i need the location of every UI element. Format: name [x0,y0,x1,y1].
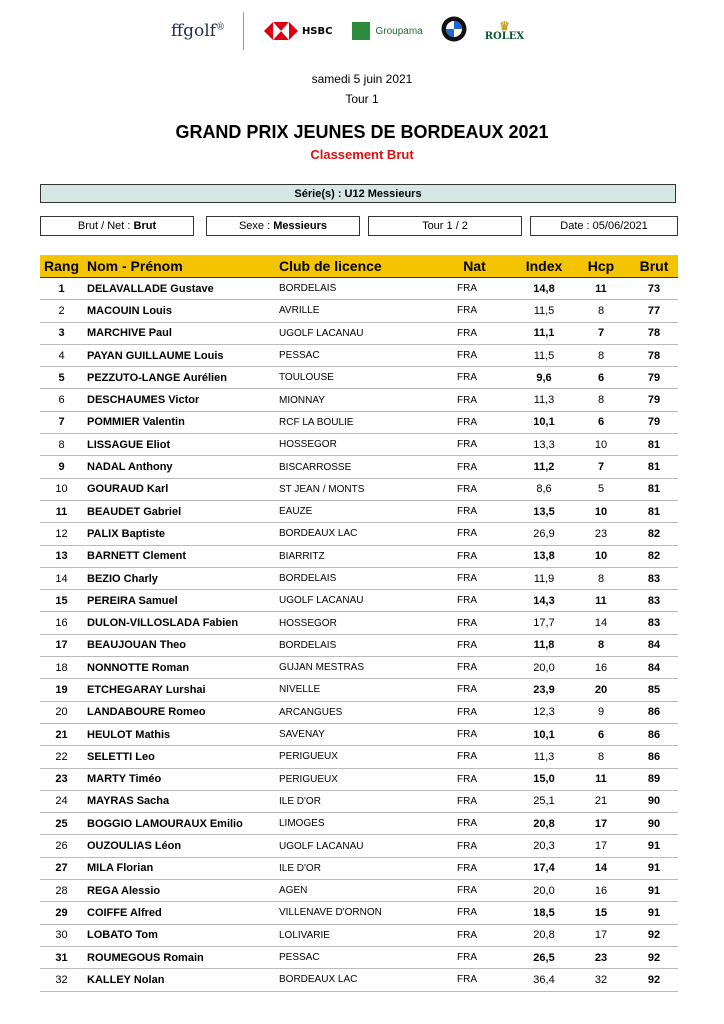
rank-cell: 22 [40,746,83,768]
brut-cell: 85 [630,679,678,701]
club-cell: ILE D'OR [275,790,433,812]
groupama-logo: Groupama [352,22,422,40]
table-row [40,679,678,701]
index-cell: 15,0 [516,768,572,790]
nat-cell: FRA [433,545,516,567]
results-table [40,255,678,992]
name-cell: BEAUJOUAN Theo [83,634,275,656]
index-cell: 17,7 [516,612,572,634]
index-cell: 20,0 [516,657,572,679]
brut-cell: 78 [630,344,678,366]
index-cell: 12,3 [516,701,572,723]
brut-cell: 82 [630,545,678,567]
name-cell: DELAVALLADE Gustave [83,278,275,300]
brut-cell: 81 [630,478,678,500]
hcp-cell: 8 [572,567,630,589]
brut-cell: 86 [630,723,678,745]
brut-cell: 79 [630,367,678,389]
hcp-cell: 8 [572,344,630,366]
hcp-cell: 20 [572,679,630,701]
hcp-cell: 8 [572,634,630,656]
bmw-logo-icon [441,16,467,47]
club-cell: LIMOGES [275,813,433,835]
hcp-cell: 15 [572,902,630,924]
rank-cell: 16 [40,612,83,634]
rolex-crown-icon: ♛ [499,18,510,33]
nat-cell: FRA [433,434,516,456]
nat-cell: FRA [433,969,516,991]
rank-cell: 29 [40,902,83,924]
rank-cell: 2 [40,300,83,322]
club-cell: BORDELAIS [275,634,433,656]
nat-cell: FRA [433,411,516,433]
table-row [40,523,678,545]
club-cell: TOULOUSE [275,367,433,389]
nat-cell: FRA [433,612,516,634]
index-cell: 20,8 [516,813,572,835]
rank-cell: 1 [40,278,83,300]
logo-divider [243,12,244,50]
rank-cell: 11 [40,500,83,522]
index-cell: 20,3 [516,835,572,857]
rank-cell: 23 [40,768,83,790]
rank-cell: 32 [40,969,83,991]
brut-cell: 92 [630,924,678,946]
name-cell: MARCHIVE Paul [83,322,275,344]
brut-cell: 73 [630,278,678,300]
table-row [40,456,678,478]
name-cell: POMMIER Valentin [83,411,275,433]
index-cell: 26,5 [516,946,572,968]
name-cell: MARTY Timéo [83,768,275,790]
name-cell: PEREIRA Samuel [83,590,275,612]
index-cell: 20,0 [516,880,572,902]
hcp-cell: 10 [572,434,630,456]
hcp-cell: 14 [572,857,630,879]
table-row [40,790,678,812]
sexe-box: Sexe : Messieurs [206,216,360,236]
name-cell: COIFFE Alfred [83,902,275,924]
col-club: Club de licence [275,255,433,278]
brut-cell: 83 [630,567,678,589]
rank-cell: 27 [40,857,83,879]
club-cell: BORDEAUX LAC [275,969,433,991]
brut-cell: 81 [630,500,678,522]
nat-cell: FRA [433,500,516,522]
brut-cell: 83 [630,590,678,612]
name-cell: LANDABOURE Romeo [83,701,275,723]
hcp-cell: 9 [572,701,630,723]
nat-cell: FRA [433,746,516,768]
nat-cell: FRA [433,322,516,344]
rank-cell: 3 [40,322,83,344]
nat-cell: FRA [433,946,516,968]
index-cell: 20,8 [516,924,572,946]
club-cell: BORDELAIS [275,567,433,589]
hcp-cell: 11 [572,590,630,612]
name-cell: PEZZUTO-LANGE Aurélien [83,367,275,389]
brut-cell: 89 [630,768,678,790]
rank-cell: 17 [40,634,83,656]
table-row [40,857,678,879]
rank-cell: 6 [40,389,83,411]
index-cell: 23,9 [516,679,572,701]
nat-cell: FRA [433,790,516,812]
club-cell: NIVELLE [275,679,433,701]
name-cell: PALIX Baptiste [83,523,275,545]
rank-cell: 20 [40,701,83,723]
hcp-cell: 17 [572,835,630,857]
index-cell: 18,5 [516,902,572,924]
brut-cell: 82 [630,523,678,545]
rank-cell: 28 [40,880,83,902]
hcp-cell: 8 [572,746,630,768]
brut-cell: 92 [630,969,678,991]
index-cell: 13,3 [516,434,572,456]
club-cell: RCF LA BOULIE [275,411,433,433]
club-cell: HOSSEGOR [275,612,433,634]
brut-net-box: Brut / Net : Brut [40,216,194,236]
club-cell: ST JEAN / MONTS [275,478,433,500]
brut-cell: 90 [630,813,678,835]
club-cell: UGOLF LACANAU [275,322,433,344]
hcp-cell: 17 [572,813,630,835]
hcp-cell: 10 [572,545,630,567]
brut-cell: 84 [630,634,678,656]
club-cell: ARCANGUES [275,701,433,723]
club-cell: BORDEAUX LAC [275,523,433,545]
index-cell: 11,5 [516,300,572,322]
hcp-cell: 7 [572,322,630,344]
nat-cell: FRA [433,389,516,411]
event-date: samedi 5 juin 2021 [311,72,413,86]
nat-cell: FRA [433,768,516,790]
hsbc-hexagon-icon [264,22,298,40]
rank-cell: 18 [40,657,83,679]
table-row [40,389,678,411]
brut-cell: 81 [630,456,678,478]
table-row [40,278,678,300]
ffgolf-logo: ffgolf® [171,21,225,41]
index-cell: 13,5 [516,500,572,522]
club-cell: SAVENAY [275,723,433,745]
hcp-cell: 6 [572,411,630,433]
club-cell: PESSAC [275,946,433,968]
index-cell: 11,3 [516,746,572,768]
nat-cell: FRA [433,344,516,366]
hcp-cell: 21 [572,790,630,812]
index-cell: 11,9 [516,567,572,589]
table-row [40,723,678,745]
nat-cell: FRA [433,634,516,656]
nat-cell: FRA [433,523,516,545]
rolex-logo: ♛ ROLEX [484,18,525,42]
nat-cell: FRA [433,880,516,902]
brut-cell: 91 [630,835,678,857]
hcp-cell: 23 [572,946,630,968]
rank-cell: 24 [40,790,83,812]
brut-cell: 84 [630,657,678,679]
nat-cell: FRA [433,857,516,879]
name-cell: REGA Alessio [83,880,275,902]
tour-box: Tour 1 / 2 [368,216,522,236]
club-cell: BIARRITZ [275,545,433,567]
brut-cell: 81 [630,434,678,456]
nat-cell: FRA [433,835,516,857]
table-row [40,500,678,522]
table-row [40,969,678,991]
name-cell: BOGGIO LAMOURAUX Emilio [83,813,275,835]
table-row [40,835,678,857]
index-cell: 9,6 [516,367,572,389]
hcp-cell: 7 [572,456,630,478]
date-box: Date : 05/06/2021 [530,216,678,236]
table-row [40,322,678,344]
table-row [40,746,678,768]
hcp-cell: 32 [572,969,630,991]
series-banner: Série(s) : U12 Messieurs [40,184,676,203]
name-cell: MILA Florian [83,857,275,879]
index-cell: 11,8 [516,634,572,656]
hcp-cell: 8 [572,389,630,411]
rank-cell: 21 [40,723,83,745]
table-row [40,567,678,589]
index-cell: 11,1 [516,322,572,344]
name-cell: NADAL Anthony [83,456,275,478]
name-cell: HEULOT Mathis [83,723,275,745]
rank-cell: 15 [40,590,83,612]
club-cell: LOLIVARIE [275,924,433,946]
club-cell: AGEN [275,880,433,902]
brut-cell: 91 [630,880,678,902]
name-cell: LISSAGUE Eliot [83,434,275,456]
hcp-cell: 16 [572,657,630,679]
rank-cell: 9 [40,456,83,478]
rank-cell: 30 [40,924,83,946]
hcp-cell: 6 [572,723,630,745]
table-row [40,813,678,835]
rank-cell: 31 [40,946,83,968]
sponsor-logos [153,0,573,62]
nat-cell: FRA [433,723,516,745]
name-cell: MAYRAS Sacha [83,790,275,812]
table-row [40,902,678,924]
index-cell: 11,5 [516,344,572,366]
table-row [40,411,678,433]
brut-cell: 77 [630,300,678,322]
rank-cell: 13 [40,545,83,567]
index-cell: 26,9 [516,523,572,545]
index-cell: 10,1 [516,723,572,745]
index-cell: 36,4 [516,969,572,991]
club-cell: VILLENAVE D'ORNON [275,902,433,924]
table-row [40,478,678,500]
nat-cell: FRA [433,300,516,322]
brut-cell: 86 [630,746,678,768]
table-row [40,634,678,656]
nat-cell: FRA [433,924,516,946]
club-cell: BORDELAIS [275,278,433,300]
nat-cell: FRA [433,902,516,924]
page-subtitle: Classement Brut [310,147,414,162]
club-cell: UGOLF LACANAU [275,835,433,857]
col-hcp: Hcp [572,255,630,278]
club-cell: GUJAN MESTRAS [275,657,433,679]
table-row [40,701,678,723]
index-cell: 17,4 [516,857,572,879]
nat-cell: FRA [433,679,516,701]
brut-cell: 86 [630,701,678,723]
rank-cell: 4 [40,344,83,366]
hcp-cell: 5 [572,478,630,500]
table-row [40,768,678,790]
table-row [40,344,678,366]
brut-cell: 78 [630,322,678,344]
club-cell: PESSAC [275,344,433,366]
club-cell: BISCARROSSE [275,456,433,478]
index-cell: 8,6 [516,478,572,500]
rank-cell: 10 [40,478,83,500]
brut-cell: 90 [630,790,678,812]
name-cell: DESCHAUMES Victor [83,389,275,411]
club-cell: ILE D'OR [275,857,433,879]
name-cell: NONNOTTE Roman [83,657,275,679]
groupama-leaf-icon [352,22,370,40]
nat-cell: FRA [433,590,516,612]
brut-cell: 83 [630,612,678,634]
hcp-cell: 23 [572,523,630,545]
col-rang: Rang [40,255,83,278]
brut-cell: 79 [630,411,678,433]
rank-cell: 8 [40,434,83,456]
rank-cell: 12 [40,523,83,545]
nat-cell: FRA [433,456,516,478]
index-cell: 25,1 [516,790,572,812]
brut-cell: 79 [630,389,678,411]
table-row [40,946,678,968]
col-index: Index [516,255,572,278]
index-cell: 11,3 [516,389,572,411]
club-cell: EAUZE [275,500,433,522]
table-row [40,612,678,634]
club-cell: AVRILLE [275,300,433,322]
col-nat: Nat [433,255,516,278]
name-cell: ETCHEGARAY Lurshai [83,679,275,701]
index-cell: 11,2 [516,456,572,478]
nat-cell: FRA [433,478,516,500]
nat-cell: FRA [433,567,516,589]
table-header [40,255,678,278]
hcp-cell: 11 [572,278,630,300]
hcp-cell: 16 [572,880,630,902]
round-label: Tour 1 [345,92,379,106]
name-cell: PAYAN GUILLAUME Louis [83,344,275,366]
hcp-cell: 8 [572,300,630,322]
name-cell: KALLEY Nolan [83,969,275,991]
name-cell: BARNETT Clement [83,545,275,567]
nat-cell: FRA [433,813,516,835]
nat-cell: FRA [433,367,516,389]
table-row [40,590,678,612]
col-nom: Nom - Prénom [83,255,275,278]
table-row [40,657,678,679]
hsbc-logo: HSBC [264,22,333,40]
hcp-cell: 11 [572,768,630,790]
name-cell: LOBATO Tom [83,924,275,946]
club-cell: MIONNAY [275,389,433,411]
name-cell: GOURAUD Karl [83,478,275,500]
table-row [40,434,678,456]
hcp-cell: 17 [572,924,630,946]
nat-cell: FRA [433,278,516,300]
page-title: GRAND PRIX JEUNES DE BORDEAUX 2021 [175,122,549,142]
hcp-cell: 10 [572,500,630,522]
name-cell: SELETTI Leo [83,746,275,768]
name-cell: BEAUDET Gabriel [83,500,275,522]
table-row [40,545,678,567]
club-cell: PERIGUEUX [275,768,433,790]
rank-cell: 26 [40,835,83,857]
rank-cell: 7 [40,411,83,433]
table-row [40,300,678,322]
club-cell: UGOLF LACANAU [275,590,433,612]
hcp-cell: 14 [572,612,630,634]
name-cell: ROUMEGOUS Romain [83,946,275,968]
rank-cell: 19 [40,679,83,701]
name-cell: OUZOULIAS Léon [83,835,275,857]
brut-cell: 92 [630,946,678,968]
index-cell: 14,3 [516,590,572,612]
index-cell: 13,8 [516,545,572,567]
nat-cell: FRA [433,701,516,723]
col-brut: Brut [630,255,678,278]
rank-cell: 25 [40,813,83,835]
index-cell: 10,1 [516,411,572,433]
club-cell: HOSSEGOR [275,434,433,456]
name-cell: DULON-VILLOSLADA Fabien [83,612,275,634]
nat-cell: FRA [433,657,516,679]
index-cell: 14,8 [516,278,572,300]
table-row [40,924,678,946]
rank-cell: 5 [40,367,83,389]
rank-cell: 14 [40,567,83,589]
brut-cell: 91 [630,902,678,924]
name-cell: MACOUIN Louis [83,300,275,322]
name-cell: BEZIO Charly [83,567,275,589]
club-cell: PERIGUEUX [275,746,433,768]
table-row [40,367,678,389]
brut-cell: 91 [630,857,678,879]
hcp-cell: 6 [572,367,630,389]
table-row [40,880,678,902]
